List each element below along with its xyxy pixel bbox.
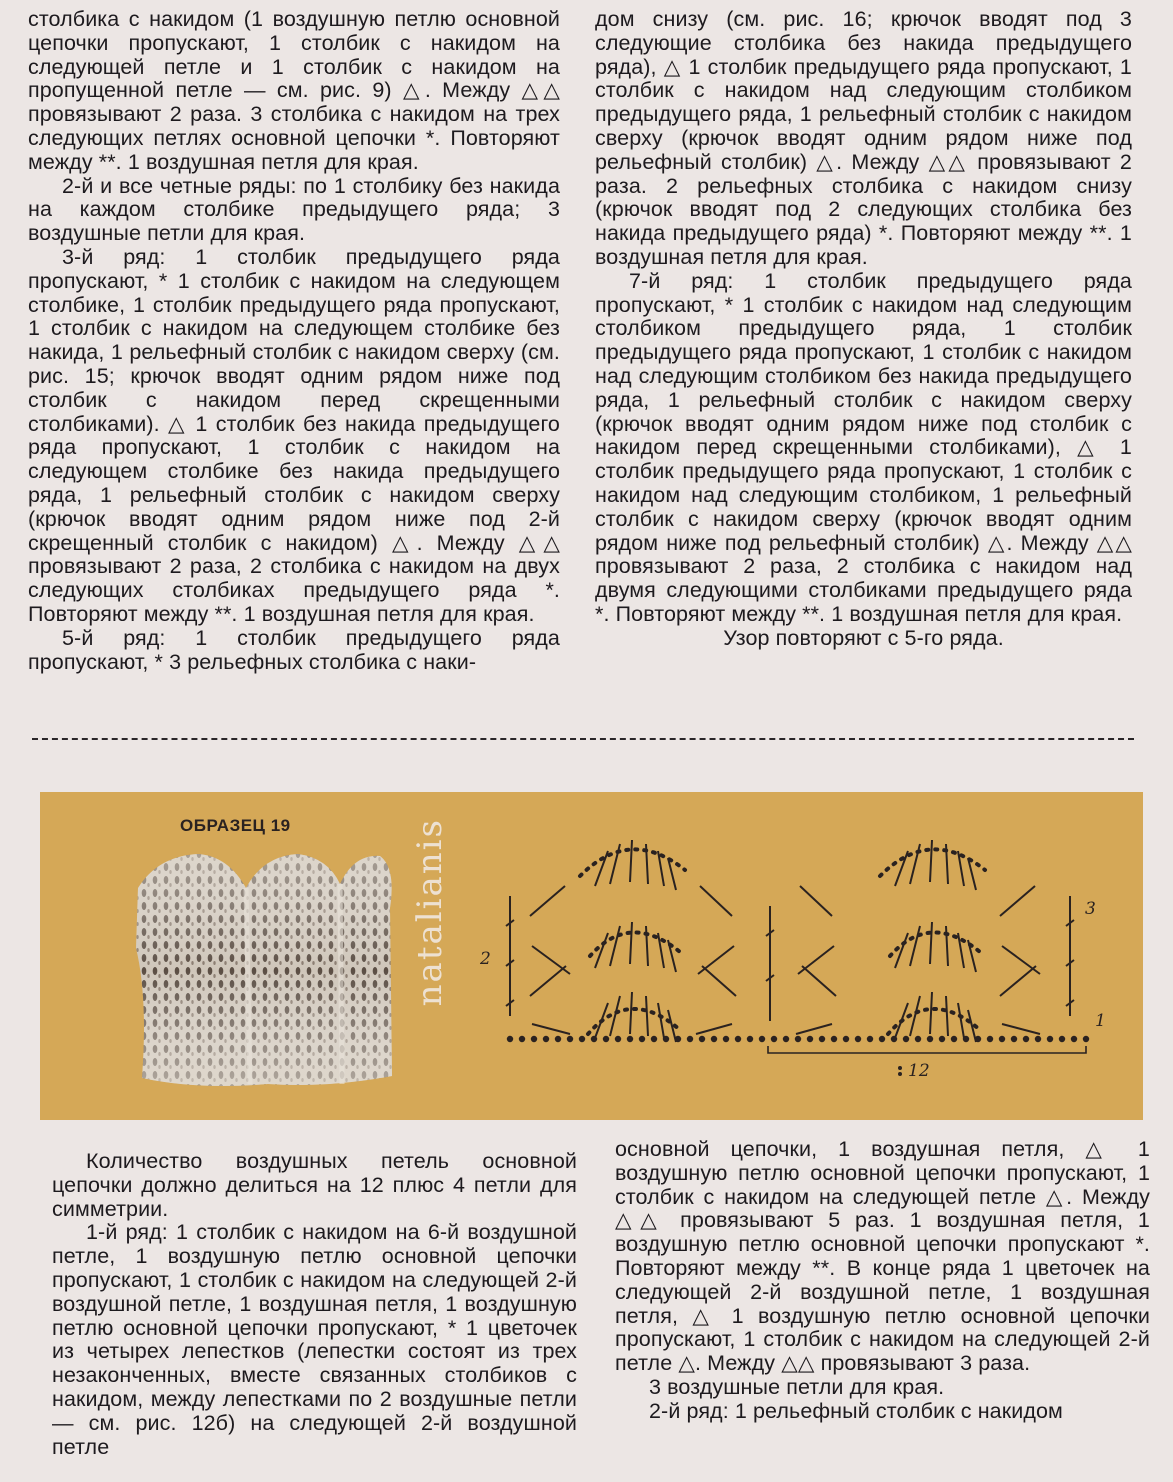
- paragraph: Количество воздушных петель основной цепочки должно делиться на 12 плюс 4 петли для симметрии.: [52, 1149, 577, 1221]
- knitted-sample-photo: [128, 848, 400, 1096]
- text-column-top-left: [28, 8, 560, 674]
- row-label-2: 2: [480, 949, 491, 969]
- row-label-1: 1: [1095, 1011, 1106, 1031]
- text-column-bottom-right: [615, 1138, 1150, 1424]
- paragraph: 7-й ряд: 1 столбик предыдущего ряда пропускают, * 1 столбик с накидом над следующим столбиком предыдущего ряда, 1 столбик предыдущего ряда пропускают, 1 столбик с накидом над следующим столбиком без накида предыдущего ряда, 1 рельефный столбик с накидом сверху (крючок вводят одним рядом ниже под столбик с накидом перед скрещенными столбиками), △ 1 столбик предыдущего ряда пропускают, 1 столбик с накидом над следующим столбиком, 1 рельефный столбик с накидом сверху (крючок вводят одним рядом ниже под рельефный столбик) △. Между △△ провязывают 2 раза, 2 столбика с накидом над двумя следующими столбиками предыдущего ряда *. Повторяют между **. 1 воздушная петля для края.: [595, 268, 1132, 626]
- row-label-3: 3: [1085, 899, 1096, 919]
- crochet-chart-diagram: [470, 806, 1110, 1096]
- watermark: natalianis: [410, 818, 450, 1007]
- dashed-divider: [32, 738, 1134, 740]
- text-column-bottom-left: [52, 1150, 577, 1459]
- text-column-top-right: [595, 8, 1132, 651]
- paragraph: 3-й ряд: 1 столбик предыдущего ряда пропускают, * 1 столбик с накидом на следующем столбике, 1 столбик предыдущего ряда пропускают, 1 столбик с накидом на следующем столбике без накида, 1 рельефный столбик с накидом сверху (см. рис. 15; крючок вводят одним рядом ниже под столбик с накидом перед скрещенными столбиками). △ 1 столбик без накида предыдущего ряда пропускают, 1 столбик с накидом на следующем столбике без накида предыдущего ряда, 1 рельефный столбик с накидом сверху (крючок вводят одним рядом ниже под 2-й скрещенный столбик с накидом) △. Между △△ провязывают 2 раза, 2 столбика с накидом на двух следующих столбиках предыдущего ряда *. Повторяют между **. 1 воздушная петля для края.: [28, 244, 560, 626]
- paragraph: 1-й ряд: 1 столбик с накидом на 6-й воздушной петле, 1 воздушную петлю основной цепочки пропускают, 1 столбик с накидом на следующей 2-й воздушной петле, 1 воздушная петля, 1 воздушную петлю основной цепочки пропускают, * 1 цветочек из четырех лепестков (лепестки состоят из трех незаконченных, вместе связанных столбиков с накидом, между лепестками по 2 воздушные петли — см. рис. 12б) на следующей 2-й воздушной петле: [52, 1220, 577, 1459]
- paragraph: столбика с накидом (1 воздушную петлю основной цепочки пропускают, 1 столбик с накидом на следующей петле и 1 столбик с накидом на пропущенной петле — см. рис. 9) △. Между △△ провязывают 2 раза. 3 столбика с накидом на трех следующих петлях основной цепочки *. Повторяют между **. 1 воздушная петля для края.: [28, 7, 560, 174]
- paragraph: дом снизу (см. рис. 16; крючок вводят под 3 следующие столбика без накида предыдущего ряда), △ 1 столбик предыдущего ряда пропускают, 1 столбик с накидом над следующим столбиком предыдущего ряда, 1 рельефный столбик с накидом сверху (крючок вводят одним рядом ниже под рельефный столбик) △. Между △△ провязывают 2 раза. 2 рельефных столбика с накидом снизу (крючок вводят под 2 следующих столбика без накида предыдущего ряда) *. Повторяют между **. 1 воздушная петля для края.: [595, 7, 1132, 269]
- paragraph: 5-й ряд: 1 столбик предыдущего ряда пропускают, * 3 рельефных столбика с наки-: [28, 625, 560, 674]
- paragraph: 2-й и все четные ряды: по 1 столбику без накида на каждом столбике предыдущего ряда; 3 воздушные петли для края.: [28, 173, 560, 246]
- paragraph: 3 воздушные петли для края.: [649, 1374, 945, 1399]
- paragraph: Узор повторяют с 5-го ряда.: [723, 625, 1004, 650]
- sample-title: ОБРАЗЕЦ 19: [180, 816, 291, 835]
- paragraph: основной цепочки, 1 воздушная петля, △ 1 воздушную петлю основной цепочки пропускают, 1 столбик с накидом на следующей петле △. Между △△ провязывают 5 раз. 1 воздушная петля, 1 воздушную петлю основной цепочки пропускают *. Повторяют между **. В конце ряда 1 цветочек на следующей 2-й воздушной петле, 1 воздушная петля, △ 1 воздушную петлю основной цепочки пропускают, 1 столбик с накидом на следующей 2-й петле △. Между △△ провязывают 3 раза.: [615, 1137, 1150, 1376]
- repeat-label: 12: [908, 1061, 930, 1081]
- paragraph: 2-й ряд: 1 рельефный столбик с накидом: [649, 1398, 1063, 1423]
